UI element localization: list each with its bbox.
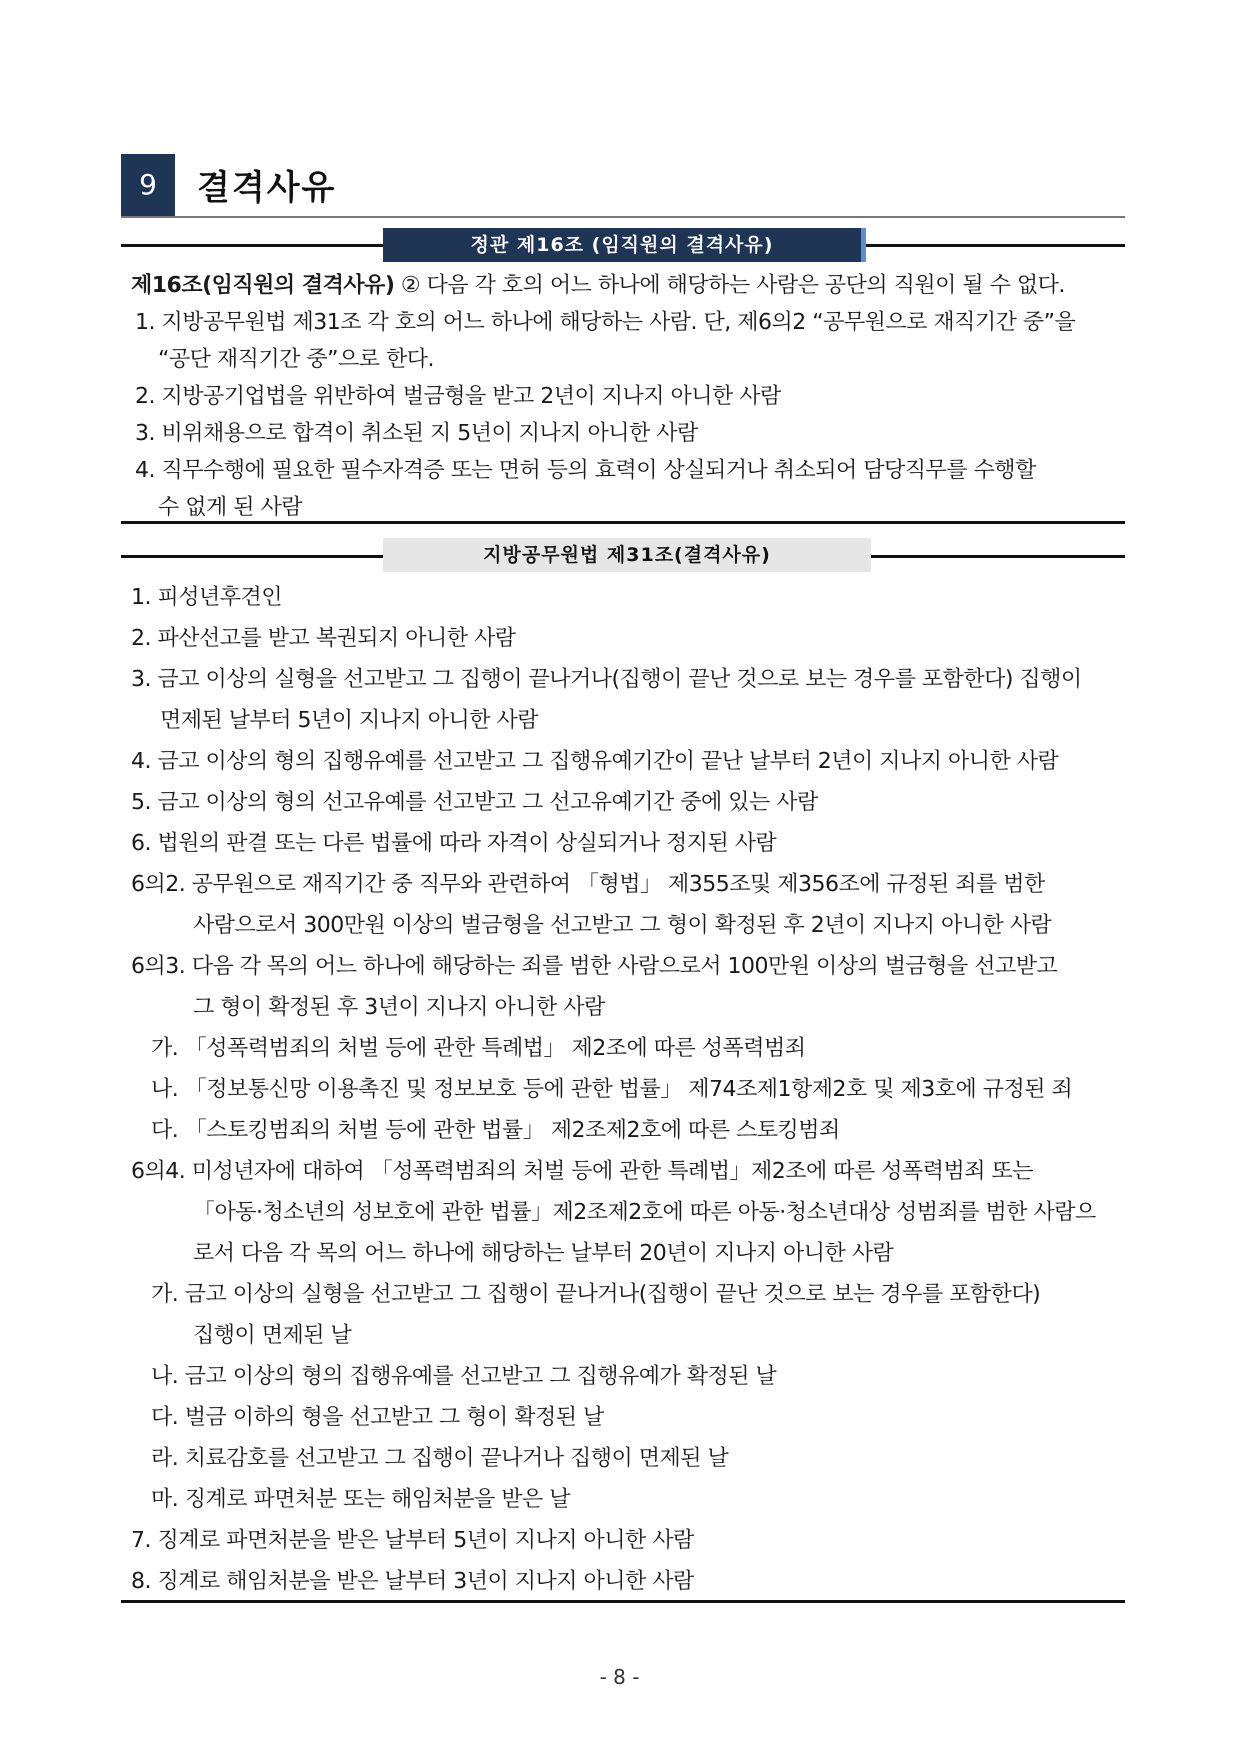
articles-tab: 정관 제16조 (임직원의 결격사유)	[383, 228, 866, 262]
list-item: 나. 금고 이상의 형의 집행유예를 선고받고 그 집행유예가 확정된 날	[151, 1364, 777, 1389]
article-lead-text: ② 다음 각 호의 어느 하나에 해당하는 사람은 공단의 직원이 될 수 없다.	[394, 273, 1065, 298]
list-item: 다. 벌금 이하의 형을 선고받고 그 형이 확정된 날	[151, 1405, 604, 1430]
list-item: 나. 「정보통신망 이용촉진 및 정보보호 등에 관한 법률」 제74조제1항제2호 및 제3호에 규정된 죄	[151, 1077, 1073, 1102]
section-number: 9	[121, 154, 175, 216]
list-item: 수 없게 된 사람	[158, 495, 302, 520]
list-item: 면제된 날부터 5년이 지나지 아니한 사람	[160, 708, 538, 733]
header-rule	[121, 216, 1125, 218]
list-item: 1. 지방공무원법 제31조 각 호의 어느 하나에 해당하는 사람. 단, 제6의2 “공무원으로 재직기간 중”을	[135, 310, 1076, 335]
list-item: 6의2. 공무원으로 재직기간 중 직무와 관련하여 「형법」 제355조및 제356조에 규정된 죄를 범한	[131, 872, 1045, 897]
list-item: 4. 직무수행에 필요한 필수자격증 또는 면허 등의 효력이 상실되거나 취소되어 담당직무를 수행할	[135, 458, 1036, 483]
list-item: “공단 재직기간 중”으로 한다.	[158, 347, 435, 372]
bottom-rule	[121, 521, 1125, 524]
list-item: 6의3. 다음 각 목의 어느 하나에 해당하는 죄를 범한 사람으로서 100만원 이상의 벌금형을 선고받고	[131, 954, 1058, 979]
section-title: 결격사유	[197, 168, 337, 208]
list-item: 가. 금고 이상의 실형을 선고받고 그 집행이 끝나거나(집행이 끝난 것으로 보는 경우를 포함한다)	[151, 1282, 1041, 1307]
list-item: 7. 징계로 파면처분을 받은 날부터 5년이 지나지 아니한 사람	[131, 1528, 694, 1553]
list-item: 마. 징계로 파면처분 또는 해임처분을 받은 날	[151, 1487, 570, 1512]
list-item: 4. 금고 이상의 형의 집행유예를 선고받고 그 집행유예기간이 끝난 날부터 2년이 지나지 아니한 사람	[131, 749, 1059, 774]
law-box	[121, 536, 1125, 1608]
list-item: 가. 「성폭력범죄의 처벌 등에 관한 특례법」 제2조에 따른 성폭력범죄	[151, 1036, 806, 1061]
list-item: 2. 지방공기업법을 위반하여 벌금형을 받고 2년이 지나지 아니한 사람	[135, 384, 781, 409]
list-item: 5. 금고 이상의 형의 선고유예를 선고받고 그 선고유예기간 중에 있는 사람	[131, 790, 818, 815]
articles-box	[121, 224, 1125, 524]
list-item: 8. 징계로 해임처분을 받은 날부터 3년이 지나지 아니한 사람	[131, 1569, 694, 1594]
list-item: 3. 비위채용으로 합격이 취소된 지 5년이 지나지 아니한 사람	[135, 421, 698, 446]
list-item: 6. 법원의 판결 또는 다른 법률에 따라 자격이 상실되거나 정지된 사람	[131, 831, 777, 856]
law-tab: 지방공무원법 제31조(결격사유)	[383, 538, 871, 572]
list-item: 「아동·청소년의 성보호에 관한 법률」제2조제2호에 따른 아동·청소년대상 성범죄를 범한 사람으	[193, 1200, 1096, 1225]
list-item: 6의4. 미성년자에 대하여 「성폭력범죄의 처벌 등에 관한 특례법」제2조에 따른 성폭력범죄 또는	[131, 1159, 1033, 1184]
article-lead-title: 제16조(임직원의 결격사유)	[131, 273, 395, 298]
section-header	[121, 154, 1125, 218]
article-lead	[131, 268, 1065, 299]
list-item: 1. 피성년후견인	[131, 585, 282, 610]
list-item: 로서 다음 각 목의 어느 하나에 해당하는 날부터 20년이 지나지 아니한 사람	[193, 1241, 894, 1266]
list-item: 그 형이 확정된 후 3년이 지나지 아니한 사람	[193, 995, 605, 1020]
list-item: 3. 금고 이상의 실형을 선고받고 그 집행이 끝나거나(집행이 끝난 것으로 보는 경우를 포함한다) 집행이	[131, 667, 1082, 692]
list-item: 집행이 면제된 날	[193, 1323, 352, 1348]
bottom-rule	[121, 1600, 1125, 1603]
list-item: 다. 「스토킹범죄의 처벌 등에 관한 법률」 제2조제2호에 따른 스토킹범죄	[151, 1118, 840, 1143]
list-item: 라. 치료감호를 선고받고 그 집행이 끝나거나 집행이 면제된 날	[151, 1446, 729, 1471]
list-item: 2. 파산선고를 받고 복권되지 아니한 사람	[131, 626, 516, 651]
list-item: 사람으로서 300만원 이상의 벌금형을 선고받고 그 형이 확정된 후 2년이 지나지 아니한 사람	[193, 913, 1052, 938]
page-number: - 8 -	[599, 1665, 640, 1689]
